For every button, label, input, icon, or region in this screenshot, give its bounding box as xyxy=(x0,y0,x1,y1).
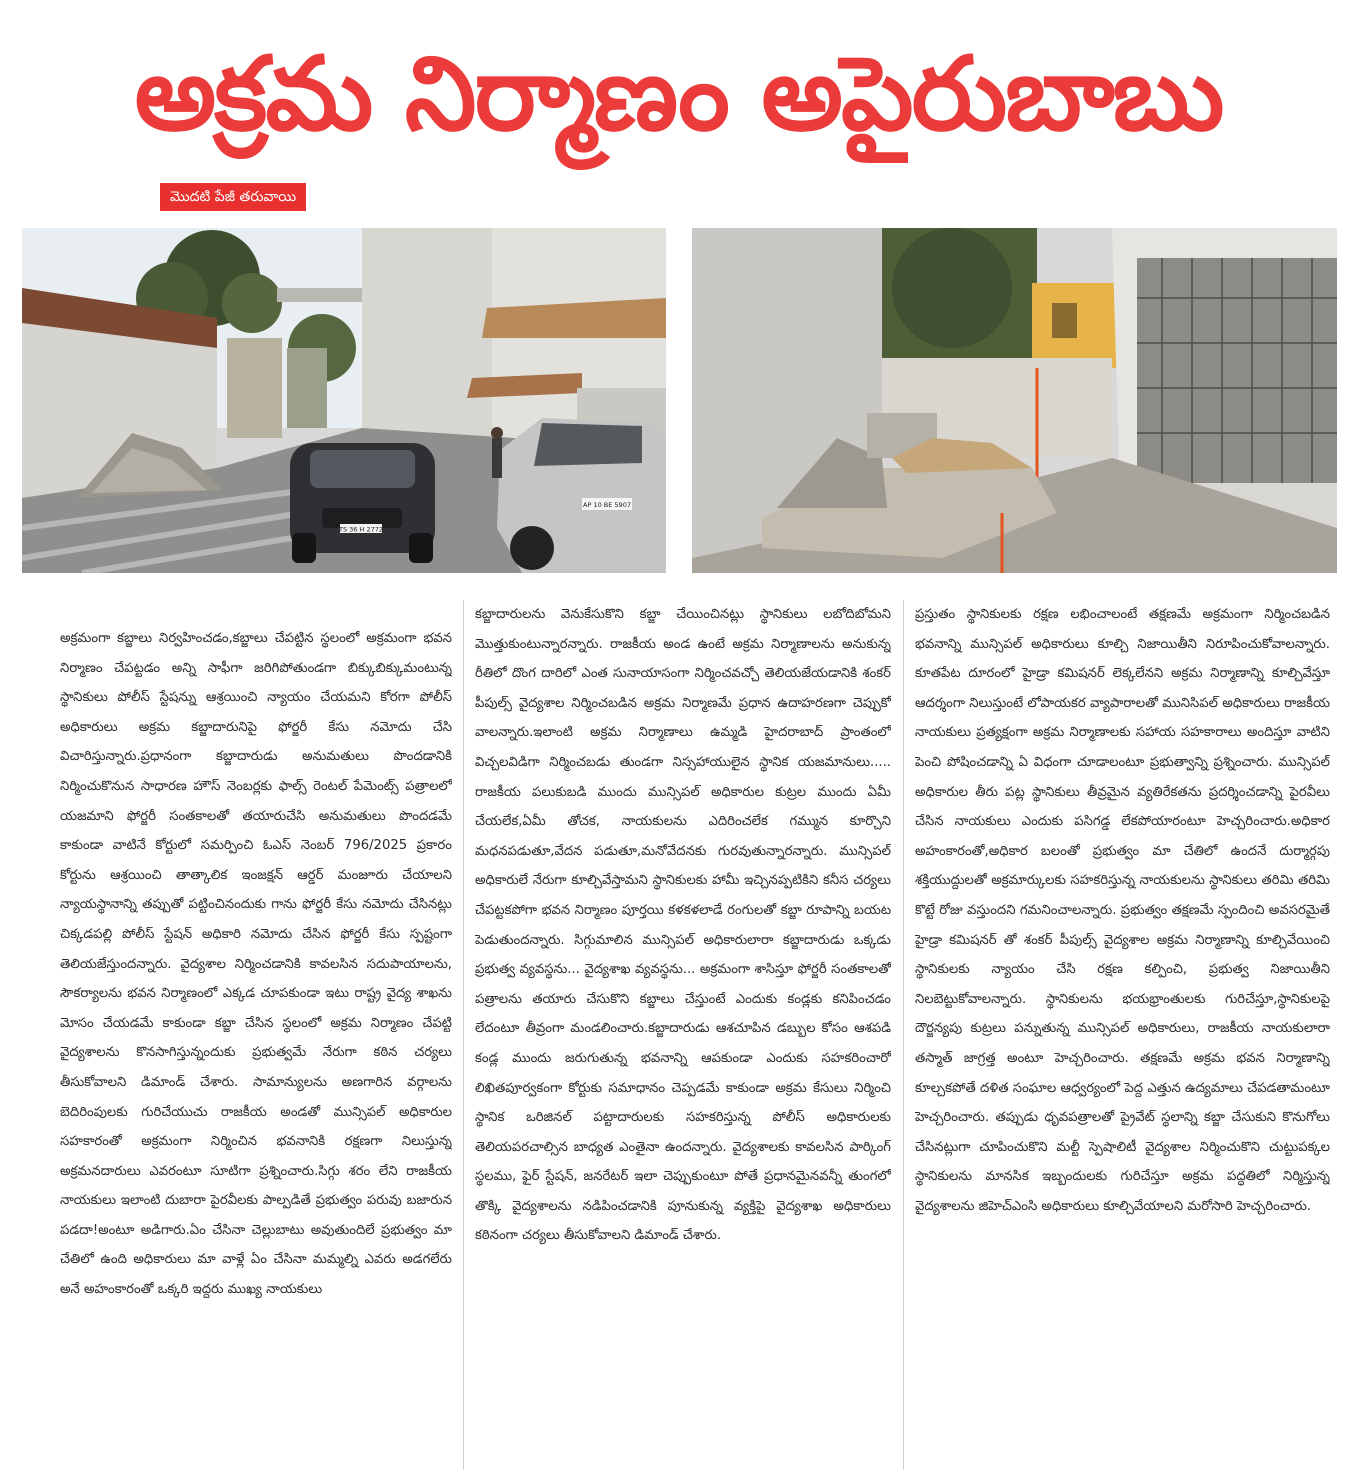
column-divider xyxy=(463,600,464,1470)
article-paragraph: ప్రస్తుతం స్థానికులకు రక్షణ లభించాలంటే తక్షణమే అక్రమంగా నిర్మించబడిన భవనాన్ని మున్సిపల్ అధికారులు కూల్చి నిజాయితీని నిరూపించుకోవాలన్నారు. కూతపేట దూరంలో హైడ్రా కమిషనర్ లెక్కలేనని అక్రమ నిర్మాణాన్ని కూల్చివేస్తూ ఆదర్శంగా నిలుస్తుంటే లోపాయకర వ్యాపారాలతో మునిసిపల్ అధికారులు రాజకీయ నాయకులు ప్రత్యక్షంగా అక్రమ నిర్మాణాలకు సహాయ సహకారాలు అందిస్తూ వాటిని పెంచి పోషించడాన్ని ఏ విధంగా చూడాలంటూ ప్రభుత్వాన్ని ప్రశ్నించారు. మున్సిపల్ అధికారుల తీరు పట్ల స్థానికులు తీవ్రమైన వ్యతిరేకతను ప్రదర్శించడాన్ని పైరవీలు చేసిన నాయకులు ఎందుకు పసిగడ్డ లేకపోయారంటూ హెచ్చరించారు.అధికార అహంకారంతో,అధికార బలంతో ప్రభుత్వం మా చేతిలో ఉందనే దుర్మార్గపు శక్తియుద్దులతో అక్రమార్కులకు సహకరిస్తున్న నాయకులను స్థానికులు తరిమి తరిమి కొట్టే రోజు వస్తుందని గమనించాలన్నారు. ప్రభుత్వం తక్షణమే స్పందించి అవసరమైతే హైడ్రా కమిషనర్ తో శంకర్ పీపుల్స్ వైద్యశాల అక్రమ నిర్మాణాన్ని కూల్చివేయించి స్థానికులకు న్యాయం చేసి రక్షణ కల్పించి, ప్రభుత్వ నిజాయితీని నిలబెట్టుకోవాలన్నారు. స్థానికులను భయభ్రాంతులకు గురిచేస్తూ,స్థానికులపై దౌర్జన్యపు కుట్రలు పన్నుతున్న మున్సిపల్ అధికారులు, రాజకీయ నాయకులారా తస్మాత్ జాగ్రత్త అంటూ హెచ్చరించారు. తక్షణమే అక్రమ భవన నిర్మాణాన్ని కూల్చకపోతే దళిత సంఘాల ఆధ్వర్యంలో పెద్ద ఎత్తున ఉద్యమాలు చేపడతామంటూ హెచ్చరించారు. తప్పుడు ధృవపత్రాలతో ప్రైవేట్ స్థలాన్ని కబ్జా చేసుకుని కొనుగోలు చేసినట్లుగా చూపించుకొని మల్టీ స్పెషాలిటీ వైద్యశాల నిర్మించుకొని చుట్టుపక్కల స్థానికులను మానసిక ఇబ్బందులకు గురిచేస్తూ అక్రమ పద్ధతిలో నిర్మిస్తున్న వైద్యశాలను జిహెచ్ఎంసి అధికారులు కూల్చివేయాలని మరోసారి హెచ్చరించారు. xyxy=(915,607,1330,1214)
car-white-suv xyxy=(497,418,666,573)
photo-street-with-cars xyxy=(22,228,666,573)
car-plate-right: AP 10 BE 5907 xyxy=(583,501,631,509)
car-plate-front: TS 36 H 2772 xyxy=(339,525,383,534)
article-column-3 xyxy=(915,600,1330,1478)
page-headline: అక్రమ నిర్మాణం అపైరుబాబు xyxy=(134,35,1223,154)
car-dark-hatchback xyxy=(290,443,435,563)
continued-from-front-page-tag: మొదటి పేజీ తరువాయి xyxy=(160,183,306,211)
article-column-2 xyxy=(475,600,891,1478)
article-column-1 xyxy=(60,624,452,1478)
article-paragraph: అక్రమంగా కబ్జాలు నిర్వహించడం,కబ్జాలు చేపట్టిన స్థలంలో అక్రమంగా భవన నిర్మాణం చేపట్టడం అన్ని సాఫీగా జరిగిపోతుండగా బిక్కుబిక్కుమంటున్న స్థానికులు పోలీస్ స్టేషన్ను ఆశ్రయించి న్యాయం చేయమని కోరగా పోలీస్ అధికారులు అక్రమ కబ్జాదారునిపై ఫోర్జరీ కేసు నమోదు చేసి విచారిస్తున్నారు.ప్రధానంగా కబ్జాదారుడు అనుమతులు పొందడానికి నిర్మించుకొనున సాధారణ హౌస్ నెంబర్లకు ఫాల్స్ రెంటల్ పేమెంట్స్ పత్రాలలో యజమాని ఫోర్జరీ సంతకాలతో తయారుచేసి అనుమతులు పొందడమే కాకుండా వాటినే కోర్టులో సమర్పించి ఓఎస్ నెంబర్ 796/2025 ప్రకారం కోర్టును ఆశ్రయించి తాత్కాలిక ఇంజక్షన్ ఆర్డర్ మంజూరు చేయాలని న్యాయస్థానాన్ని తప్పుతో పట్టించినందుకు గాను ఫోర్జరీ కేసు నమోదు చేసినట్లు చిక్కడపల్లి పోలీస్ స్టేషన్ అధికారి నమోదు చేసిన ఫోర్జరీ కేసు స్పష్టంగా తెలియజేస్తుందన్నారు. వైద్యశాల నిర్మించడానికి కావలసిన సదుపాయాలను, సౌకర్యాలను భవన నిర్మాణంలో ఎక్కడ చూపకుండా ఇటు రాష్ట్ర వైద్య శాఖను మోసం చేయడమే కాకుండా కబ్జా చేసిన స్థలంలో అక్రమ నిర్మాణం చేపట్టి వైద్యశాలను కొనసాగిస్తున్నందుకు ప్రభుత్వమే నేరుగా కఠిన చర్యలు తీసుకోవాలని డిమాండ్ చేశారు. సామాన్యులను అణగారిన వర్గాలను బెదిరింపులకు గురిచేయుచు రాజకీయ అండతో మున్సిపల్ అధికారుల సహకారంతో అక్రమంగా నిర్మించిన భవనానికి రక్షణగా నిలుస్తున్న అక్రమనదారులు ఎవరంటూ సూటిగా ప్రశ్నించారు.సిగ్గు శరం లేని రాజకీయ నాయకులు ఇలాంటి దుబారా పైరవీలకు పాల్పడితే ప్రభుత్వం పరువు బజారున పడదా!అంటూ అడిగారు.ఏం చేసినా చెల్లుబాటు అవుతుందిలే ప్రభుత్వం మా చేతిలో ఉంది అధికారులు మా వాళ్లే ఏం చేసినా మమ్మల్ని ఎవరు అడగలేరు అనే అహంకారంతో ఒక్కరి ఇద్దరు ముఖ్య నాయకులు xyxy=(60,631,452,1298)
article-paragraph: కబ్జాదారులను వెనుకేసుకొని కబ్జా చేయించినట్లు స్థానికులు లబోదిబోమని మొత్తుకుంటున్నారన్నారు. రాజకీయ అండ ఉంటే అక్రమ నిర్మాణాలను అనుకున్న రీతిలో దొంగ దారిలో ఎంత సునాయాసంగా నిర్మించవచ్చో తెలియజేయడానికి శంకర్ పీపుల్స్ వైద్యశాల నిర్మించబడిన అక్రమ నిర్మాణమే ప్రధాన ఉదాహరణగా చెప్పుకో వాలన్నారు.ఇలాంటి అక్రమ నిర్మాణాలు ఉమ్మడి హైదరాబాద్ ప్రాంతంలో విచ్చలవిడిగా నిర్మించబడు తుండగా నిస్సహాయులైన స్థానిక యజమానులు..... రాజకీయ పలుకుబడి ముందు మున్సిపల్ అధికారుల కుట్రల ముందు ఏమీ చేయలేక,ఏమీ తోచక, నాయకులను ఎదిరించలేక గమ్మున కూర్చొని మధనపడుతూ,వేదన పడుతూ,మనోవేదనకు గురవుతున్నారన్నారు. మున్సిపల్ అధికారులే నేరుగా కూల్చివేస్తామని స్థానికులకు హామీ ఇచ్చినప్పటికిని కనీస చర్యలు చేపట్టకపోగా భవన నిర్మాణం పూర్తయి కళకళలాడే రంగులతో కబ్జా రూపాన్ని బయట పెడుతుందన్నారు. సిగ్గుమాలిన మున్సిపల్ అధికారులారా కబ్జాదారుడు ఒక్కడు ప్రభుత్వ వ్యవస్థను... వైద్యశాఖ వ్యవస్థను... అక్రమంగా శాసిస్తూ ఫోర్జరీ సంతకాలతో పత్రాలను తయారు చేసుకొని కబ్జాలు చేస్తుంటే ఎందుకు కండ్లకు కనిపించడం లేదంటూ తీవ్రంగా మండలించారు.కబ్జాదారుడు ఆశచూపిన డబ్బుల కోసం ఆశపడి కండ్ల ముందు జరుగుతున్న భవనాన్ని ఆపకుండా ఎందుకు సహకరించారో లిఖితపూర్వకంగా కోర్టుకు సమాధానం చెప్పడమే కాకుండా అక్రమ కేసులు నిర్మించి స్థానిక ఒరిజినల్ పట్టాదారులకు సహకరిస్తున్న పోలీస్ అధికారులకు తెలియపరచాల్సిన బాధ్యత ఎంతైనా ఉందన్నారు. వైద్యశాలకు కావలసిన పార్కింగ్ స్థలము, ఫైర్ స్టేషన్, జనరేటర్ ఇలా చెప్పుకుంటూ పోతే ప్రధానమైనవన్నీ తుంగలో తొక్కి వైద్యశాలను నడిపించడానికి పూనుకున్న వ్యక్తిపై వైద్యశాఖ అధికారులు కఠినంగా చర్యలు తీసుకోవాలని డిమాండ్ చేశారు. xyxy=(475,607,891,1244)
photo-passage-construction xyxy=(692,228,1337,573)
column-divider xyxy=(903,600,904,1470)
